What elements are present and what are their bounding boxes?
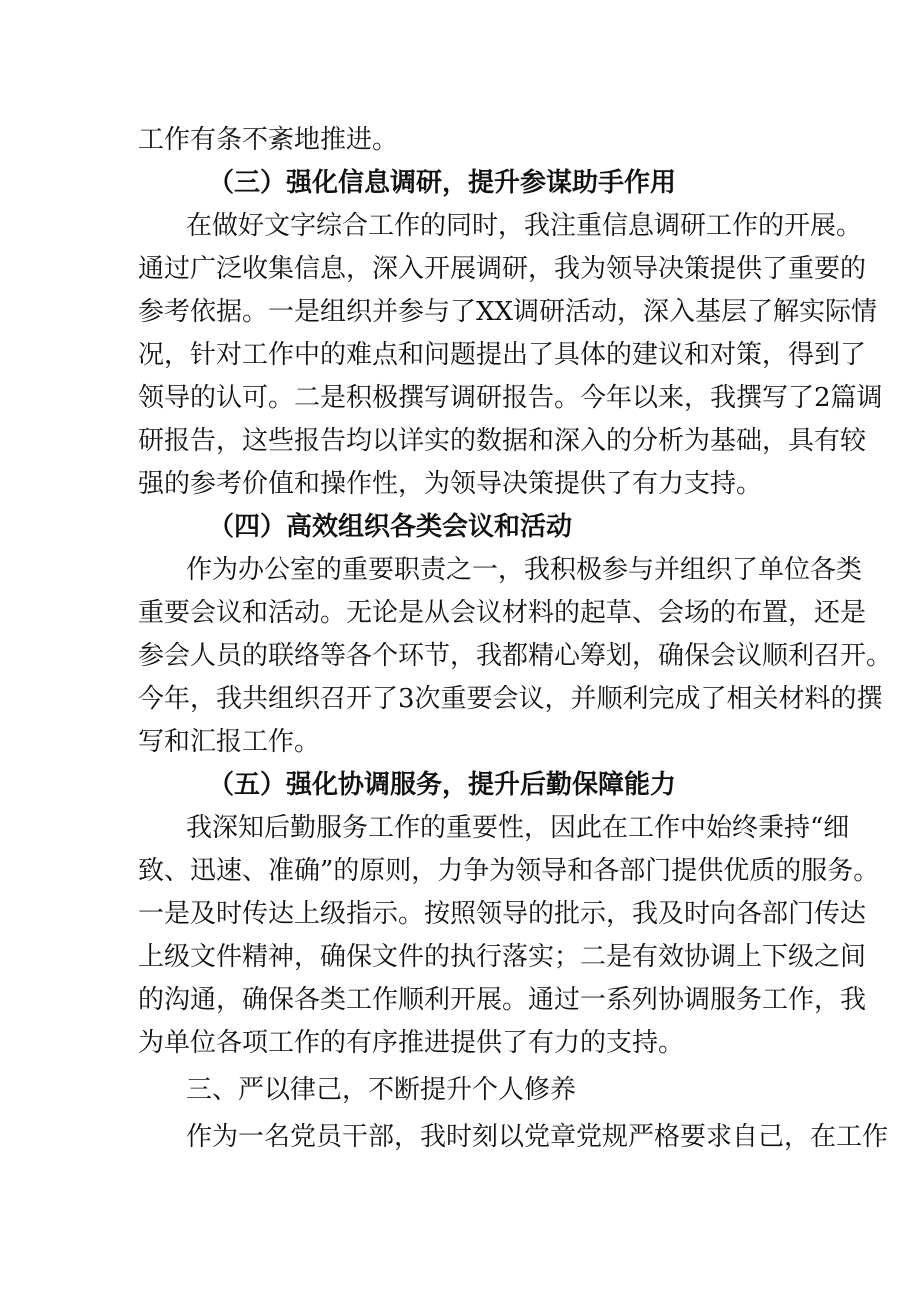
paragraph-line: 在做好文字综合工作的同时，我注重信息调研工作的开展。 — [186, 211, 863, 241]
paragraph-line: 强的参考价值和操作性，为领导决策提供了有力支持。 — [138, 469, 763, 499]
paragraph-line: 致、迅速、准确”的原则，力争为领导和各部门提供优质的服务。 — [138, 856, 880, 886]
paragraph-line: 今年，我共组织召开了3次重要会议，并顺利完成了相关材料的撰 — [138, 684, 883, 714]
paragraph-line: 研报告，这些报告均以详实的数据和深入的分析为基础，具有较 — [138, 426, 867, 456]
paragraph-line: 上级文件精神，确保文件的执行落实；二是有效协调上下级之间 — [138, 942, 867, 972]
paragraph-line: 为单位各项工作的有序推进提供了有力的支持。 — [138, 1028, 685, 1058]
paragraph-line: 领导的认可。二是积极撰写调研报告。今年以来，我撰写了2篇调 — [138, 383, 883, 413]
paragraph-line: 一是及时传达上级指示。按照领导的批示，我及时向各部门传达 — [138, 899, 867, 929]
paragraph-line: 况，针对工作中的难点和问题提出了具体的建议和对策，得到了 — [138, 340, 867, 370]
paragraph-line: 参会人员的联络等各个环节，我都精心筹划，确保会议顺利召开。 — [138, 641, 893, 671]
chapter-heading: 三、严以律己，不断提升个人修养 — [186, 1075, 577, 1105]
paragraph-line: 的沟通，确保各类工作顺利开展。通过一系列协调服务工作，我 — [138, 985, 867, 1015]
paragraph-line: 作为一名党员干部，我时刻以党章党规严格要求自己，在工作 — [186, 1122, 889, 1152]
paragraph-line: 通过广泛收集信息，深入开展调研，我为领导决策提供了重要的 — [138, 254, 867, 284]
section-heading-three: （三）强化信息调研，提升参谋助手作用 — [208, 168, 677, 198]
paragraph-line: 参考依据。一是组织并参与了XX调研活动，深入基层了解实际情 — [138, 297, 878, 327]
section-heading-four: （四）高效组织各类会议和活动 — [208, 512, 573, 542]
paragraph-line: 重要会议和活动。无论是从会议材料的起草、会场的布置，还是 — [138, 598, 867, 628]
paragraph-line: 工作有条不紊地推进。 — [138, 125, 399, 155]
paragraph-line: 我深知后勤服务工作的重要性，因此在工作中始终秉持“细 — [186, 813, 850, 843]
paragraph-line: 写和汇报工作。 — [138, 727, 321, 757]
paragraph-line: 作为办公室的重要职责之一，我积极参与并组织了单位各类 — [186, 555, 863, 585]
section-heading-five: （五）强化协调服务，提升后勤保障能力 — [208, 770, 677, 800]
